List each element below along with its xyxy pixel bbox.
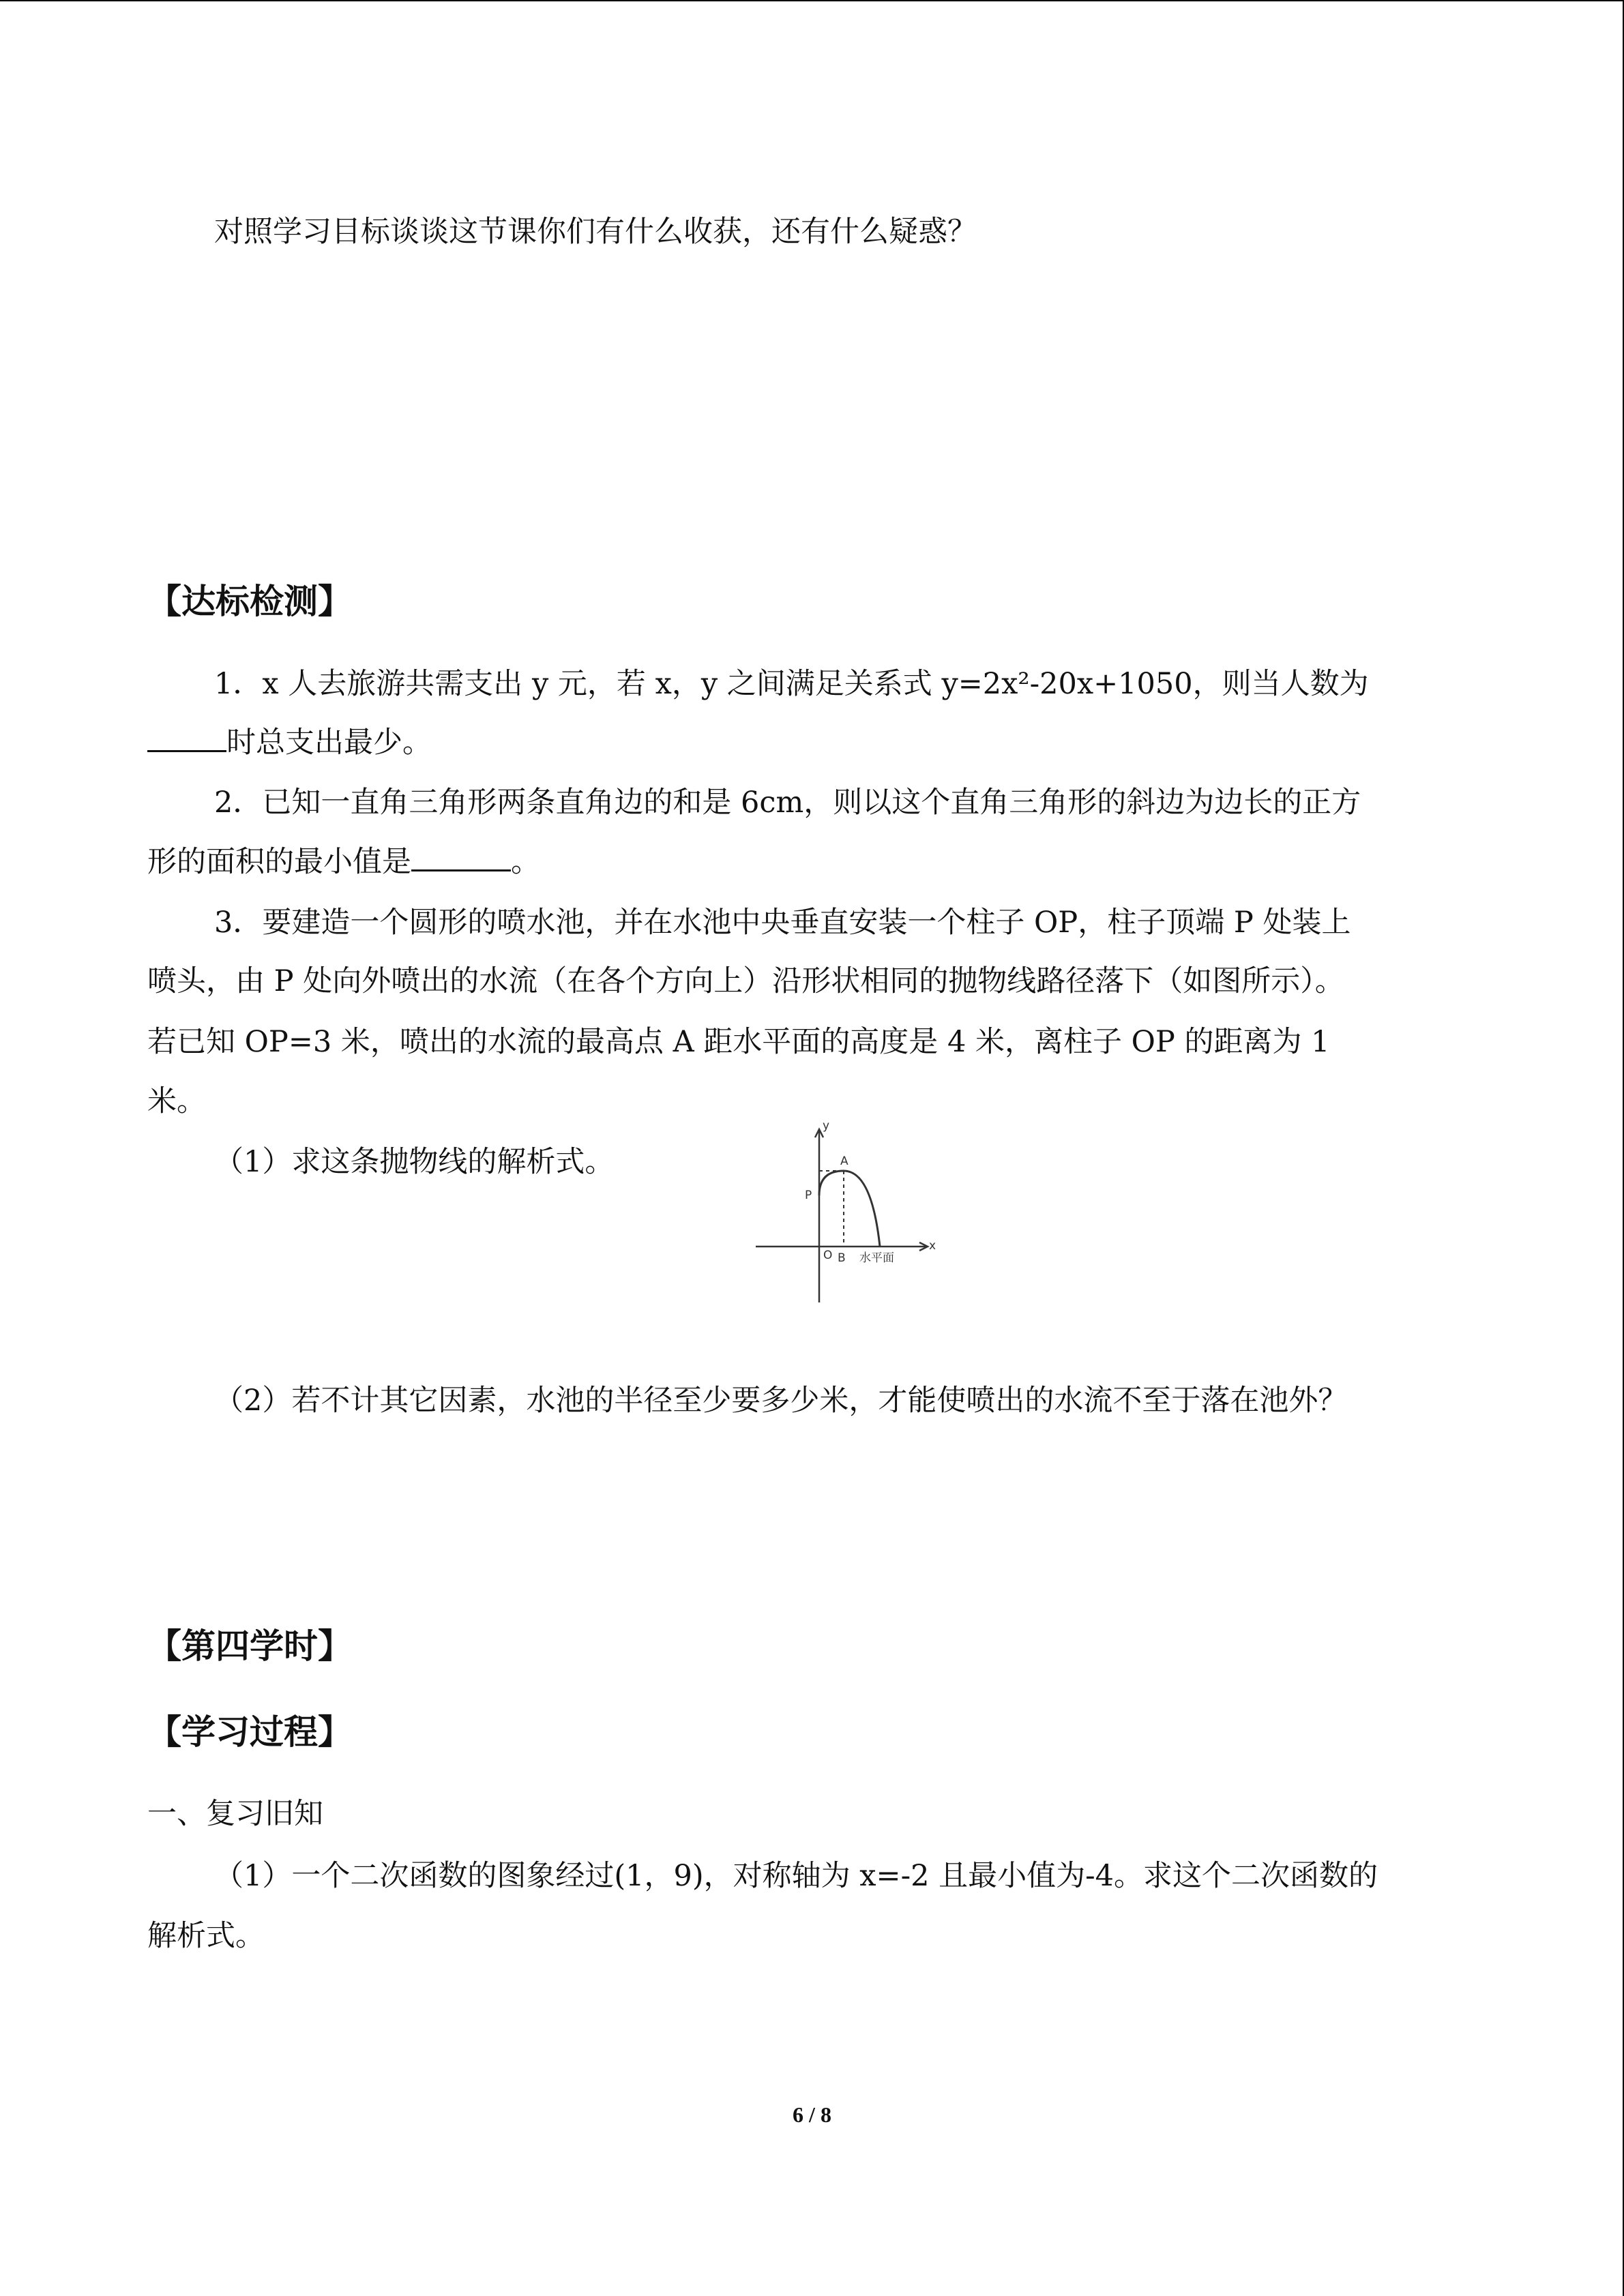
y-axis-label: y	[823, 1119, 830, 1133]
parabola-curve	[819, 1171, 880, 1247]
question-3-sub-2: （2）若不计其它因素，水池的半径至少要多少米，才能使喷出的水流不至于落在池外？	[214, 1384, 1348, 1418]
reflection-prompt: 对照学习目标谈谈这节课你们有什么收获，还有什么疑惑？	[214, 215, 977, 249]
question-1-line-1: 1．x 人去旅游共需支出 y 元，若 x，y 之间满足关系式 y=2x²-20x+1050，则当人数为	[214, 667, 1369, 701]
question-2-line-2-post: 。	[511, 845, 540, 879]
question-2-line-1: 2．已知一直角三角形两条直角边的和是 6cm，则以这个直角三角形的斜边为边长的正方	[214, 786, 1361, 820]
question-3-line-4: 米。	[147, 1084, 206, 1118]
question-3-line-2: 喷头，由 P 处向外喷出的水流（在各个方向上）沿形状相同的抛物线路径落下（如图所示）。	[147, 964, 1344, 998]
question-3-sub-1: （1）求这条抛物线的解析式。	[214, 1145, 615, 1179]
water-surface-label: 水平面	[859, 1251, 894, 1265]
review-question-1-line-2: 解析式。	[147, 1919, 265, 1953]
point-p-label: P	[805, 1189, 812, 1202]
question-3-line-3: 若已知 OP=3 米，喷出的水流的最高点 A 距水平面的高度是 4 米，离柱子 OP 的距离为 1	[147, 1025, 1330, 1059]
point-b-label: B	[838, 1251, 846, 1265]
section-heading-test: 【达标检测】	[147, 581, 352, 621]
question-1-line-2-text: 时总支出最少。	[226, 726, 432, 760]
x-axis-label: x	[929, 1239, 936, 1253]
answer-blank-2	[411, 844, 511, 871]
answer-blank-1	[147, 724, 226, 752]
section-heading-fourth-lesson: 【第四学时】	[147, 1626, 352, 1666]
question-2-line-2-pre: 形的面积的最小值是	[147, 845, 411, 879]
review-question-1-line-1: （1）一个二次函数的图象经过(1，9)，对称轴为 x=-2 且最小值为-4。求这个二次函数的	[214, 1859, 1378, 1893]
section-heading-learning-process: 【学习过程】	[147, 1712, 352, 1752]
review-title: 一、复习旧知	[147, 1797, 323, 1831]
question-1-line-2	[147, 724, 432, 762]
question-3-line-1: 3．要建造一个圆形的喷水池，并在水池中央垂直安装一个柱子 OP，柱子顶端 P 处装上	[214, 906, 1351, 940]
question-2-line-2	[147, 843, 540, 881]
point-a-label: A	[840, 1154, 848, 1168]
page-number: 6 / 8	[793, 2102, 831, 2127]
origin-label: O	[823, 1249, 833, 1262]
fountain-parabola-figure	[750, 1118, 955, 1309]
